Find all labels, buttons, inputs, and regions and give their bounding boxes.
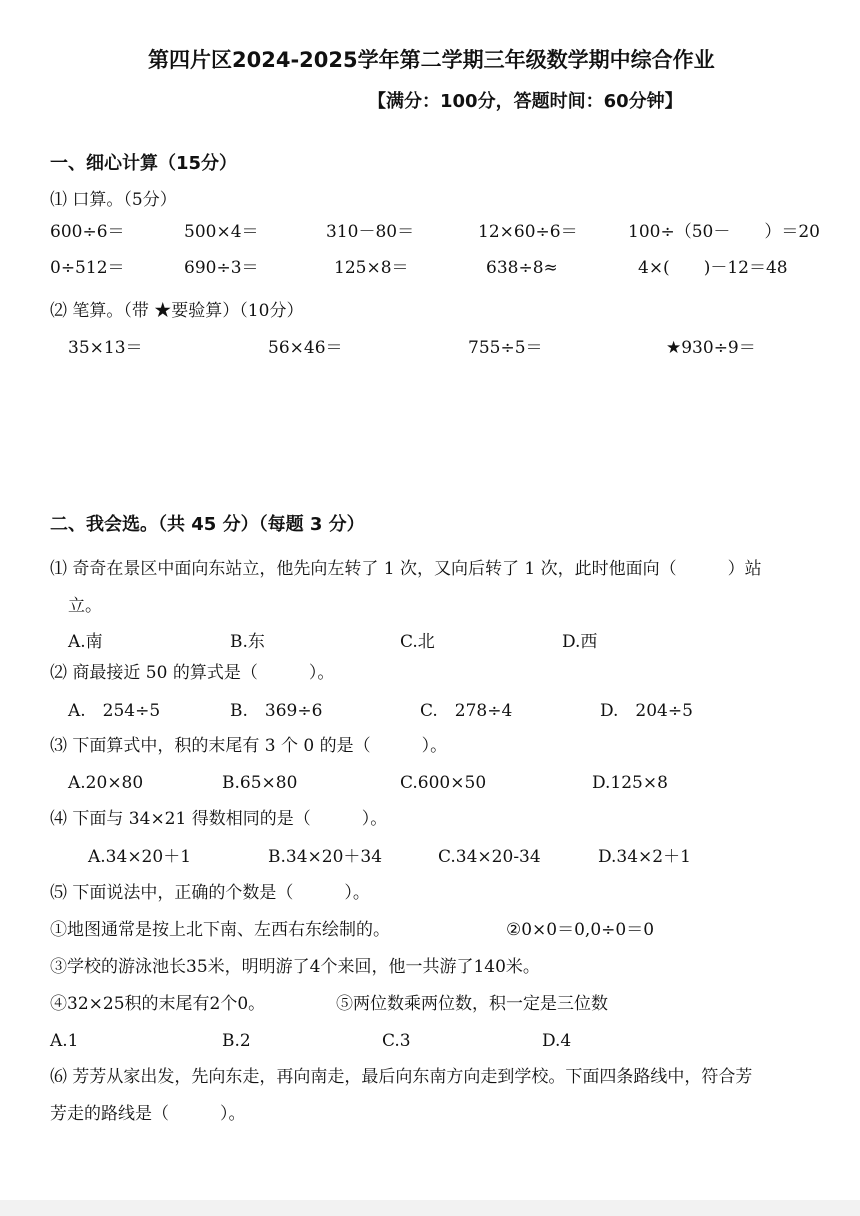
oral-item: 310－80＝ bbox=[326, 222, 415, 242]
question-5-text: ⑸ 下面说法中，正确的个数是（ ）。 bbox=[50, 883, 370, 903]
page-bottom-edge bbox=[0, 1200, 860, 1216]
section2-heading: 二、我会选。（共 45 分）（每题 3 分） bbox=[50, 514, 365, 535]
option-d: D.125×8 bbox=[592, 773, 668, 793]
option-a: A.20×80 bbox=[68, 773, 144, 793]
oral-item: 600÷6＝ bbox=[50, 222, 125, 242]
option-b: B.65×80 bbox=[222, 773, 298, 793]
oral-item: 12×60÷6＝ bbox=[478, 222, 578, 242]
written-item: 56×46＝ bbox=[268, 338, 343, 358]
option-d: D.4 bbox=[542, 1031, 572, 1051]
option-c: C.34×20-34 bbox=[438, 847, 541, 867]
oral-item: 638÷8≈ bbox=[486, 258, 558, 278]
option-d: D. 204÷5 bbox=[600, 701, 693, 721]
written-item: 35×13＝ bbox=[68, 338, 143, 358]
option-b: B.东 bbox=[230, 632, 265, 652]
option-a: A.1 bbox=[50, 1031, 79, 1051]
option-b: B.2 bbox=[222, 1031, 251, 1051]
oral-item: 4×( )－12＝48 bbox=[638, 258, 788, 278]
question-6-text-cont: 芳走的路线是（ ）。 bbox=[50, 1104, 246, 1124]
option-a: A.南 bbox=[68, 632, 103, 652]
written-item: 755÷5＝ bbox=[468, 338, 543, 358]
statement-4: ④32×25积的末尾有2个0。 bbox=[50, 994, 266, 1014]
oral-item: 690÷3＝ bbox=[184, 258, 259, 278]
oral-item: 100÷（50－ ）＝20 bbox=[628, 222, 820, 242]
option-c: C.600×50 bbox=[400, 773, 487, 793]
statement-5: ⑤两位数乘两位数，积一定是三位数 bbox=[336, 994, 608, 1014]
page-title: 第四片区2024-2025学年第二学期三年级数学期中综合作业 bbox=[148, 48, 715, 72]
option-d: D.西 bbox=[562, 632, 598, 652]
option-c: C.北 bbox=[400, 632, 435, 652]
question-4-text: ⑷ 下面与 34×21 得数相同的是（ ）。 bbox=[50, 809, 388, 829]
question-6-text: ⑹ 芳芳从家出发，先向东走，再向南走，最后向东南方向走到学校。下面四条路线中，符合芳 bbox=[50, 1067, 753, 1087]
statement-2: ②0×0＝0,0÷0＝0 bbox=[506, 920, 655, 940]
option-b: B.34×20＋34 bbox=[268, 847, 383, 867]
written-calc-label: ⑵ 笔算。（带 ★要验算）（10分） bbox=[50, 301, 304, 321]
oral-item: 125×8＝ bbox=[334, 258, 409, 278]
question-1-text-cont: 立。 bbox=[68, 596, 102, 616]
written-item: ★930÷9＝ bbox=[666, 338, 756, 358]
option-a: A. 254÷5 bbox=[68, 701, 161, 721]
statement-1: ①地图通常是按上北下南、左西右东绘制的。 bbox=[50, 920, 390, 940]
option-b: B. 369÷6 bbox=[230, 701, 323, 721]
option-c: C.3 bbox=[382, 1031, 411, 1051]
statement-3: ③学校的游泳池长35米，明明游了4个来回，他一共游了140米。 bbox=[50, 957, 540, 977]
question-1-text: ⑴ 奇奇在景区中面向东站立，他先向左转了 1 次，又向后转了 1 次，此时他面向（ ）站 bbox=[50, 559, 762, 579]
oral-item: 500×4＝ bbox=[184, 222, 259, 242]
oral-calc-label: ⑴ 口算。（5分） bbox=[50, 190, 177, 210]
option-d: D.34×2＋1 bbox=[598, 847, 691, 867]
question-2-text: ⑵ 商最接近 50 的算式是（ ）。 bbox=[50, 663, 335, 683]
option-a: A.34×20＋1 bbox=[88, 847, 192, 867]
page-subtitle: 【满分：100分，答题时间：60分钟】 bbox=[368, 91, 683, 112]
section1-heading: 一、细心计算（15分） bbox=[50, 153, 238, 174]
oral-item: 0÷512＝ bbox=[50, 258, 125, 278]
question-3-text: ⑶ 下面算式中，积的末尾有 3 个 0 的是（ ）。 bbox=[50, 736, 448, 756]
option-c: C. 278÷4 bbox=[420, 701, 513, 721]
